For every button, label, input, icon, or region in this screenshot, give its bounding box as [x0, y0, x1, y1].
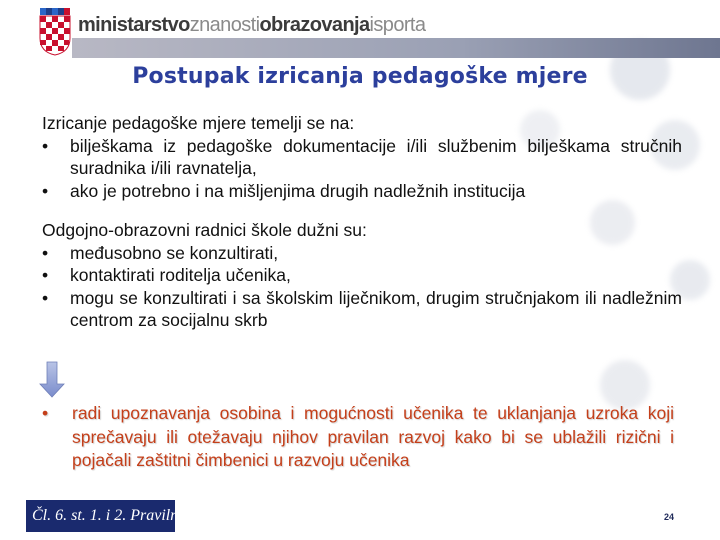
ministry-name-part3: obrazovanja — [259, 14, 370, 36]
header — [0, 0, 720, 60]
highlight-text — [42, 402, 674, 473]
page-number: 24 — [664, 512, 675, 522]
list-item-text: kontaktirati roditelja učenika, — [70, 265, 291, 285]
ministry-name-part4: isporta — [369, 14, 426, 36]
bullet-icon: • — [42, 403, 49, 423]
bullet-icon: • — [42, 242, 49, 263]
down-arrow-icon — [39, 362, 65, 398]
bullet-icon: • — [42, 287, 49, 308]
header-bar — [72, 38, 720, 58]
footer-reference-text: Čl. 6. st. 1. i 2. Pravilnika — [32, 507, 198, 524]
list-item-text: ako je potrebno i na mišljenjima drugih nadležnih institucija — [70, 180, 526, 201]
slide-title: Postupak izricanja pedagoške mjere — [132, 64, 588, 89]
list-item — [42, 287, 682, 332]
section2-intro: Odgojno-obrazovni radnici škole dužni su: — [42, 220, 367, 240]
list-item — [42, 242, 682, 265]
bullet-icon: • — [42, 265, 49, 285]
section2-list — [42, 242, 682, 332]
list-item — [42, 180, 682, 203]
croatian-coat-of-arms-icon — [38, 8, 72, 56]
highlight-item-text: radi upoznavanja osobina i mogućnosti učenika te uklanjanja uzroka koji sprečavaju ili otežavaju njihov pravilan razvoj kako bi se ublažili rizični i pojačali zaštitni čimbenici u razvoju učenika — [72, 403, 674, 470]
ministry-name-part1: ministarstvo — [78, 14, 190, 36]
list-item — [42, 402, 674, 473]
section1-intro: Izricanje pedagoške mjere temelji se na: — [42, 113, 355, 133]
highlight-list — [42, 402, 674, 473]
body-text — [42, 112, 682, 332]
bullet-icon: • — [42, 180, 49, 201]
list-item-text: mogu se konzultirati i sa školskim liječnikom, drugim stručnjakom ili nadležnim centrom za socijalnu skrb — [70, 287, 682, 330]
footer-reference-box — [26, 500, 198, 532]
ministry-name — [78, 14, 425, 37]
section1-list — [42, 135, 682, 203]
list-item-text: bilješkama iz pedagoške dokumentacije i/ili službenim bilješkama stručnih suradnika i/ili ravnatelja, — [70, 135, 682, 178]
bullet-icon: • — [42, 135, 49, 156]
list-item — [42, 135, 682, 180]
ministry-name-part2: znanosti — [189, 14, 260, 36]
list-item — [42, 264, 682, 287]
list-item-text: međusobno se konzultirati, — [70, 242, 279, 263]
